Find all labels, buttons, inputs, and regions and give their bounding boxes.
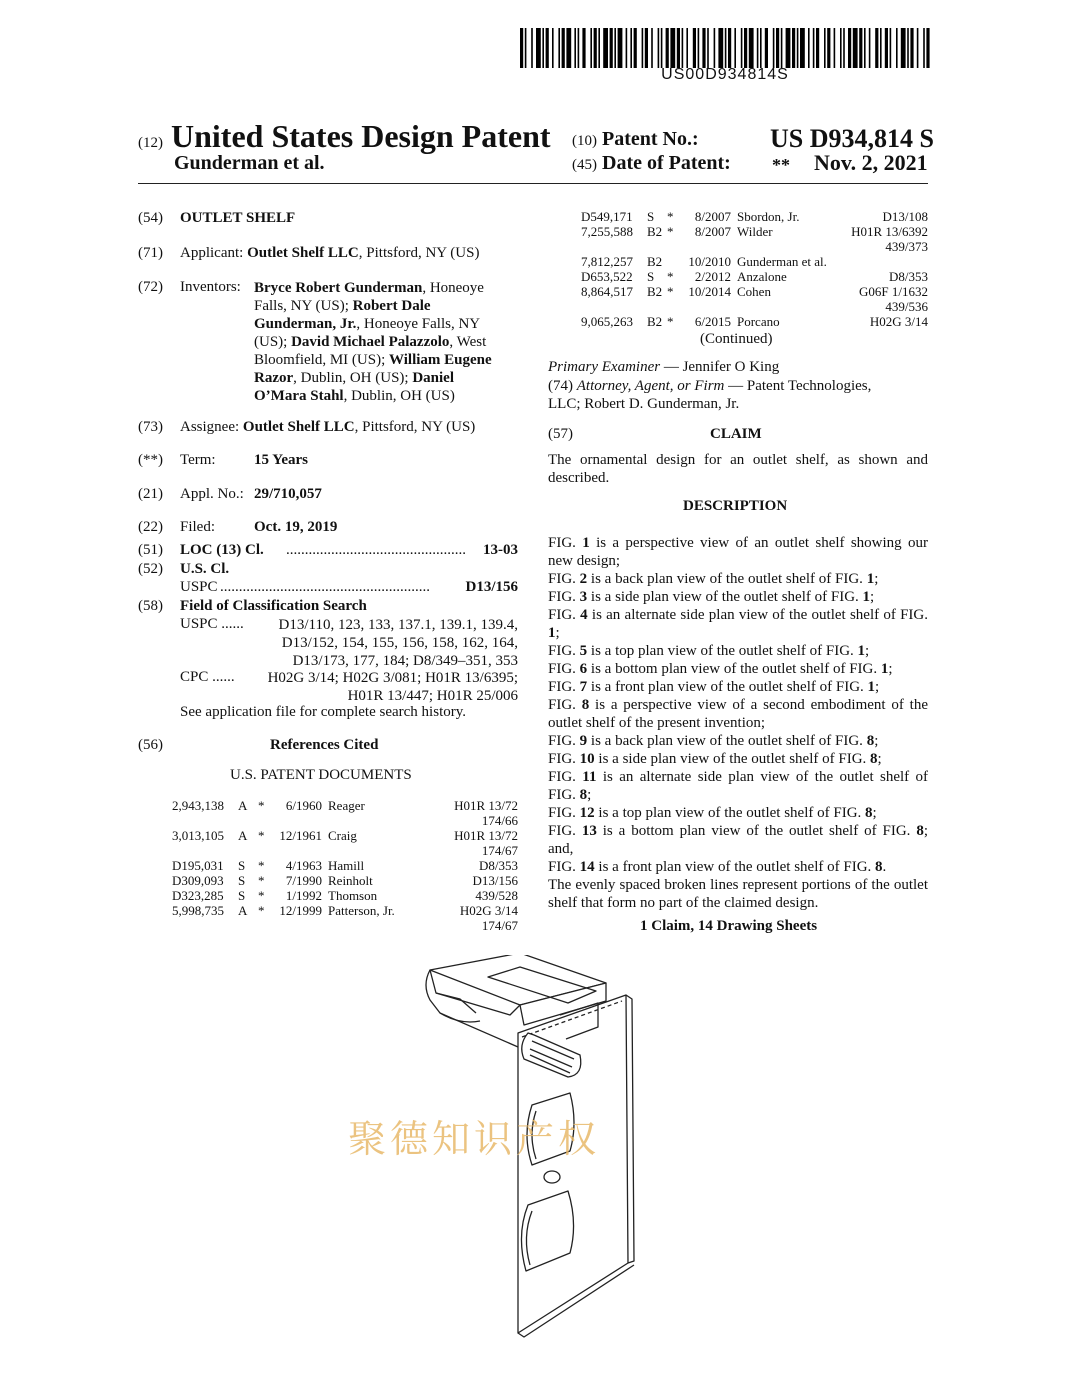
reference-num: 5,998,735 xyxy=(172,903,224,918)
barcode-bar xyxy=(630,28,632,68)
reference-kind: S xyxy=(647,269,655,284)
reference-star: * xyxy=(667,269,674,284)
reference-name: Gunderman et al. xyxy=(737,254,827,269)
barcode xyxy=(520,28,930,68)
reference-num: 3,013,105 xyxy=(172,828,224,843)
barcode-bar xyxy=(773,28,775,68)
uspc-label: USPC ...... xyxy=(180,616,244,632)
watermark: 聚德知识产权 xyxy=(348,1117,601,1161)
search-history-note: See application file for complete search history. xyxy=(180,704,467,720)
reference-name: Hamill xyxy=(328,858,365,873)
barcode-bar xyxy=(813,28,815,68)
barcode-bar xyxy=(853,28,858,68)
description-heading: DESCRIPTION xyxy=(683,498,788,514)
term-label: Term: xyxy=(180,452,216,468)
reference-star: * xyxy=(258,873,265,888)
figure-description: FIG. 5 is a top plan view of the outlet shelf of FIG. 1; xyxy=(548,643,870,659)
term-flag: ** xyxy=(772,155,790,175)
reference-num: D309,093 xyxy=(172,873,224,888)
reference-row xyxy=(172,858,518,873)
patent-number-label: (10) Patent No.: xyxy=(572,128,699,150)
reference-cls: D13/108 xyxy=(882,209,928,224)
reference-row-continuation xyxy=(172,918,518,933)
barcode-bar xyxy=(800,28,805,68)
barcode-bar xyxy=(645,28,648,68)
barcode-bar xyxy=(725,28,727,68)
barcode-bar xyxy=(797,28,799,68)
barcode-bar xyxy=(792,28,795,68)
claims-sheets-count: 1 Claim, 14 Drawing Sheets xyxy=(640,918,818,934)
reference-date: 1/1992 xyxy=(285,888,322,903)
reference-row-continuation xyxy=(581,299,928,314)
reference-name: Anzalone xyxy=(737,269,787,284)
reference-name: Porcano xyxy=(737,314,780,329)
reference-num: 8,864,517 xyxy=(581,284,633,299)
barcode-bar xyxy=(880,28,882,68)
barcode-bar xyxy=(714,28,716,68)
barcode-bar xyxy=(757,28,759,68)
reference-star: * xyxy=(667,209,674,224)
reference-star: * xyxy=(667,314,674,329)
inid-code: (52) xyxy=(138,561,163,577)
barcode-bar xyxy=(651,28,653,68)
barcode-bar xyxy=(610,28,613,68)
barcode-bar xyxy=(614,28,616,68)
header-divider xyxy=(138,183,928,184)
reference-kind: B2 xyxy=(647,314,663,329)
reference-date: 12/1999 xyxy=(279,903,322,918)
reference-date: 8/2007 xyxy=(694,224,731,239)
figure-description: FIG. 14 is a front plan view of the outlet shelf of FIG. 8. xyxy=(548,859,887,875)
barcode-bar xyxy=(816,28,819,68)
barcode-bar xyxy=(848,28,851,68)
reference-num: 7,255,588 xyxy=(581,224,633,239)
barcode-bar xyxy=(670,28,675,68)
reference-row xyxy=(172,828,518,843)
reference-cls: H02G 3/14 xyxy=(459,903,518,918)
barcode-bar xyxy=(531,28,533,68)
reference-row xyxy=(172,888,518,903)
loc-label: LOC (13) Cl. xyxy=(180,542,264,558)
barcode-bar xyxy=(824,28,826,68)
reference-star: * xyxy=(258,858,265,873)
barcode-bar xyxy=(698,28,700,68)
barcode-bar xyxy=(917,28,919,68)
barcode-bar xyxy=(907,28,909,68)
reference-date: 7/1990 xyxy=(285,873,322,888)
references-table xyxy=(172,798,518,933)
reference-cls: H01R 13/72 xyxy=(454,828,518,843)
figure-descriptions xyxy=(548,534,928,912)
barcode-bar xyxy=(594,28,597,68)
claim-text: The ornamental design for an outlet shelf, as shown and described. xyxy=(548,452,928,486)
references-table xyxy=(581,209,928,329)
reference-name: Thomson xyxy=(328,888,378,903)
figure-description: FIG. 9 is a back plan view of the outlet shelf of FIG. 8; xyxy=(548,733,879,749)
barcode-bar xyxy=(686,28,688,68)
barcode-bar xyxy=(603,28,608,68)
reference-num: 7,812,257 xyxy=(581,254,633,269)
reference-cls-continued: 439/536 xyxy=(885,299,928,314)
inid-code: (71) xyxy=(138,245,163,261)
inid-code: (54) xyxy=(138,210,163,226)
reference-cls: H01R 13/6392 xyxy=(851,224,928,239)
claim-heading: CLAIM xyxy=(710,426,762,442)
barcode-bar xyxy=(765,28,768,68)
reference-date: 4/1963 xyxy=(285,858,322,873)
barcode-bar xyxy=(910,28,913,68)
figure-description: FIG. 6 is a bottom plan view of the outlet shelf of FIG. 1; xyxy=(548,661,893,677)
date-of-patent-label: (45) Date of Patent: xyxy=(572,152,731,174)
reference-star: * xyxy=(667,224,674,239)
reference-kind: B2 xyxy=(647,254,663,269)
reference-kind: B2 xyxy=(647,284,663,299)
reference-cls: D13/156 xyxy=(472,873,518,888)
barcode-bar xyxy=(546,28,549,68)
reference-kind: S xyxy=(238,873,246,888)
reference-num: D653,522 xyxy=(581,269,633,284)
filed-label: Filed: xyxy=(180,519,216,535)
reference-row-continuation xyxy=(172,813,518,828)
barcode-bar xyxy=(642,28,644,68)
barcode-bar xyxy=(525,28,527,68)
barcode-bar xyxy=(520,28,523,68)
reference-date: 12/1961 xyxy=(279,828,322,843)
figure-description: FIG. 7 is a front plan view of the outlet shelf of FIG. 1; xyxy=(548,679,880,695)
barcode-bar xyxy=(864,28,866,68)
reference-date: 6/2015 xyxy=(694,314,731,329)
reference-star: * xyxy=(258,888,265,903)
reference-name: Cohen xyxy=(737,284,771,299)
reference-star xyxy=(667,254,681,269)
field-of-search-label: Field of Classification Search xyxy=(180,598,367,614)
inid-code: (51) xyxy=(138,542,163,558)
barcode-bar xyxy=(666,28,669,68)
figure-description: FIG. 3 is a side plan view of the outlet shelf of FIG. 1; xyxy=(548,589,875,605)
reference-star: * xyxy=(258,828,265,843)
reference-date: 2/2012 xyxy=(694,269,731,284)
leader-dots: ................................................ xyxy=(286,542,466,558)
barcode-bar xyxy=(626,28,628,68)
application-number-label: Appl. No.: xyxy=(180,486,244,502)
reference-row xyxy=(581,284,928,299)
reference-num: 2,943,138 xyxy=(172,798,224,813)
barcode-bar xyxy=(702,28,705,68)
inid-code: (72) xyxy=(138,279,163,295)
inventors-list: Bryce Robert Gunderman, Honeoye Falls, NY (US); Robert Dale Gunderman, Jr., Honeoye Falls, NY (US); David Michael Palazzolo, West Bloomfield, MI (US); William Eugene Razor, Dublin, OH (US); Daniel O’Mara Stahl, Dublin, OH (US) xyxy=(254,280,492,404)
attorney-agent-line2: LLC; Robert D. Gunderman, Jr. xyxy=(548,396,740,412)
barcode-bar xyxy=(574,28,576,68)
figure-description: FIG. 4 is an alternate side plan view of the outlet shelf of FIG. 1; xyxy=(548,607,929,641)
reference-cls-continued: 174/67 xyxy=(481,918,518,933)
barcode-bar xyxy=(923,28,925,68)
filed-date: Oct. 19, 2019 xyxy=(254,519,338,535)
barcode-bar xyxy=(840,28,842,68)
reference-row xyxy=(581,254,928,269)
barcode-bar xyxy=(901,28,906,68)
inid-code: (56) xyxy=(138,737,163,753)
barcode-bar xyxy=(682,28,684,68)
primary-examiner: Primary Examiner — Jennifer O King xyxy=(548,359,780,375)
reference-cls-continued: 439/373 xyxy=(885,239,928,254)
attorney-agent: (74) Attorney, Agent, or Firm — Patent Technologies, xyxy=(548,378,872,394)
barcode-bar xyxy=(536,28,541,68)
reference-date: 8/2007 xyxy=(694,209,731,224)
document-type-heading xyxy=(138,118,551,155)
inid-code: (22) xyxy=(138,519,163,535)
barcode-bar xyxy=(875,28,878,68)
reference-num: 9,065,263 xyxy=(581,314,633,329)
reference-name: Craig xyxy=(328,828,357,843)
reference-cls: H02G 3/14 xyxy=(869,314,928,329)
barcode-bar xyxy=(677,28,680,68)
barcode-bar xyxy=(566,28,571,68)
inid-code: (57) xyxy=(548,426,573,442)
barcode-bar xyxy=(562,28,565,68)
reference-name: Sbordon, Jr. xyxy=(737,209,800,224)
loc-value: 13-03 xyxy=(483,542,518,558)
references-continued: (Continued) xyxy=(700,331,773,347)
reference-num: D195,031 xyxy=(172,858,224,873)
reference-name: Reager xyxy=(328,798,365,813)
barcode-bar xyxy=(661,28,663,68)
reference-row-continuation xyxy=(581,239,928,254)
barcode-number: US00D934814S xyxy=(661,66,789,83)
reference-kind: S xyxy=(238,888,246,903)
barcode-bar xyxy=(542,28,544,68)
patent-number: US D934,814 S xyxy=(770,124,934,153)
figure-description: FIG. 2 is a back plan view of the outlet shelf of FIG. 1; xyxy=(548,571,879,587)
barcode-bar xyxy=(890,28,892,68)
references-cited-heading: References Cited xyxy=(270,737,379,753)
first-inventor-line: Gunderman et al. xyxy=(174,152,325,174)
application-number: 29/710,057 xyxy=(254,486,322,502)
barcode-bar xyxy=(760,28,762,68)
barcode-bar xyxy=(693,28,696,68)
barcode-bar xyxy=(749,28,754,68)
uspc-label: USPC xyxy=(180,579,218,595)
reference-num: D323,285 xyxy=(172,888,224,903)
barcode-bar xyxy=(658,28,660,68)
reference-kind: A xyxy=(238,903,248,918)
reference-row xyxy=(581,314,928,329)
reference-date: 10/2010 xyxy=(688,254,731,269)
reference-cls-continued: 174/67 xyxy=(481,843,518,858)
barcode-bar xyxy=(776,28,779,68)
barcode-bar xyxy=(896,28,898,68)
barcode-bar xyxy=(834,28,836,68)
barcode-bar xyxy=(926,28,929,68)
assignee: Assignee: Outlet Shelf LLC, Pittsford, NY (US) xyxy=(180,419,476,435)
document-type-title: United States Design Patent xyxy=(171,118,551,154)
inid-code: (12) xyxy=(138,135,163,151)
barcode-bar xyxy=(582,28,585,68)
barcode-bar xyxy=(869,28,871,68)
us-patent-documents-heading: U.S. PATENT DOCUMENTS xyxy=(230,767,412,783)
reference-cls xyxy=(840,254,928,269)
reference-row xyxy=(581,209,928,224)
reference-row-continuation xyxy=(172,843,518,858)
leader-dots: ........................................................ xyxy=(220,579,430,595)
reference-row xyxy=(581,224,928,239)
reference-row xyxy=(581,269,928,284)
figure-description: FIG. 13 is a bottom plan view of the outlet shelf of FIG. 8; and, xyxy=(548,823,929,857)
us-cl-value: D13/156 xyxy=(465,579,518,595)
barcode-bar xyxy=(598,28,600,68)
figure-description: FIG. 8 is a perspective view of a second embodiment of the outlet shelf of the present invention; xyxy=(548,697,929,731)
barcode-bar xyxy=(618,28,623,68)
term-value: 15 Years xyxy=(254,452,309,468)
barcode-bar xyxy=(827,28,830,68)
inid-code: (21) xyxy=(138,486,163,502)
inid-code: (**) xyxy=(138,452,163,468)
barcode-bar xyxy=(786,28,791,68)
barcode-bar xyxy=(558,28,560,68)
inventors-label: Inventors: xyxy=(180,279,241,295)
barcode-bar xyxy=(843,28,845,68)
figure-description: FIG. 1 is a perspective view of an outlet shelf showing our new design; xyxy=(548,535,929,569)
cpc-label: CPC ...... xyxy=(180,669,235,685)
barcode-bar xyxy=(885,28,888,68)
reference-name: Wilder xyxy=(737,224,773,239)
barcode-bar xyxy=(718,28,723,68)
reference-cls: 439/528 xyxy=(475,888,518,903)
figure-description: FIG. 11 is an alternate side plan view of the outlet shelf of FIG. 8; xyxy=(548,769,928,803)
inid-code: (58) xyxy=(138,598,163,614)
barcode-bar xyxy=(859,28,862,68)
design-title: OUTLET SHELF xyxy=(180,210,296,226)
barcode-bar xyxy=(707,28,709,68)
reference-kind: B2 xyxy=(647,224,663,239)
reference-kind: A xyxy=(238,798,248,813)
reference-row xyxy=(172,798,518,813)
reference-kind: A xyxy=(238,828,248,843)
barcode-bar xyxy=(808,28,810,68)
reference-star: * xyxy=(258,798,265,813)
figure-description: FIG. 10 is a side plan view of the outlet shelf of FIG. 8; xyxy=(548,751,882,767)
reference-cls-continued: 174/66 xyxy=(481,813,518,828)
reference-num: D549,171 xyxy=(581,209,633,224)
figure-description: FIG. 12 is a top plan view of the outlet shelf of FIG. 8; xyxy=(548,805,877,821)
inid-code: (73) xyxy=(138,419,163,435)
barcode-bar xyxy=(744,28,747,68)
reference-star: * xyxy=(667,284,674,299)
barcode-bar xyxy=(781,28,783,68)
reference-cls: D8/353 xyxy=(889,269,928,284)
date-of-patent: Nov. 2, 2021 xyxy=(814,150,928,175)
barcode-bar xyxy=(552,28,554,68)
reference-date: 10/2014 xyxy=(688,284,731,299)
barcode-bar xyxy=(590,28,592,68)
reference-date: 6/1960 xyxy=(285,798,322,813)
barcode-bar xyxy=(578,28,580,68)
barcode-bar xyxy=(734,28,736,68)
reference-cls: D8/353 xyxy=(479,858,518,873)
us-cl-label: U.S. Cl. xyxy=(180,561,230,577)
reference-row xyxy=(172,873,518,888)
applicant: Applicant: Outlet Shelf LLC, Pittsford, NY (US) xyxy=(180,245,480,261)
reference-cls: G06F 1/1632 xyxy=(859,284,928,299)
broken-lines-note: The evenly spaced broken lines represent portions of the outlet shelf that form no part of the claimed design. xyxy=(548,877,928,911)
reference-row xyxy=(172,903,518,918)
reference-kind: S xyxy=(238,858,246,873)
reference-name: Patterson, Jr. xyxy=(328,903,395,918)
uspc-classes: D13/110, 123, 133, 137.1, 139.1, 139.4, D13/152, 154, 155, 156, 158, 162, 164, D13/173, 177, 184; D8/349–351, 353 xyxy=(278,617,518,669)
barcode-bar xyxy=(728,28,731,68)
barcode-bar xyxy=(741,28,743,68)
reference-cls: H01R 13/72 xyxy=(454,798,518,813)
barcode-bar xyxy=(634,28,637,68)
cpc-classes: H02G 3/14; H02G 3/081; H01R 13/6395; H01R 13/447; H01R 25/006 xyxy=(267,670,518,704)
reference-kind: S xyxy=(647,209,655,224)
reference-star: * xyxy=(258,903,265,918)
reference-name: Reinholt xyxy=(328,873,373,888)
